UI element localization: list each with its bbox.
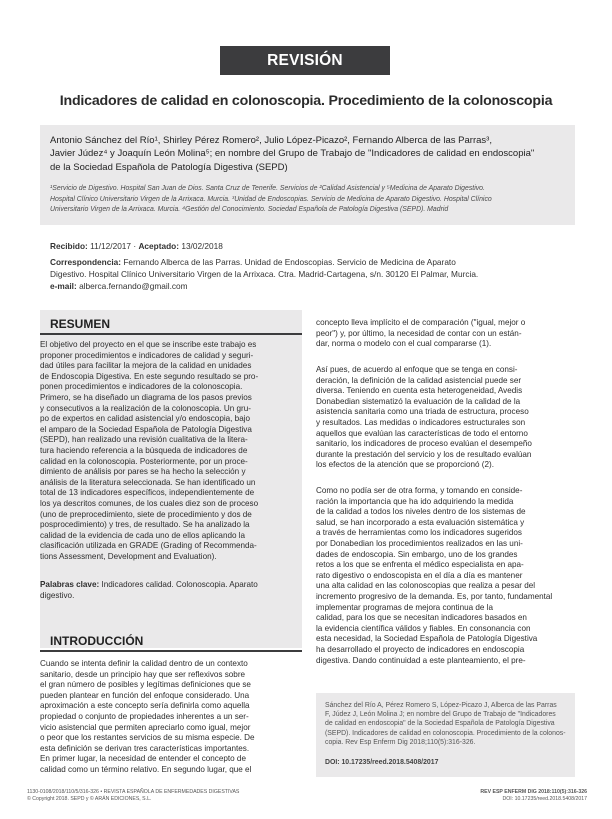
citation-line: Sánchez del Río A, Pérez Romero S, López-Picazo J, Alberca de las Parras xyxy=(325,702,557,709)
footer-left xyxy=(27,789,239,803)
body-line: dar, norma o modelo con el cual compararse (1). xyxy=(316,339,492,349)
body-line: ración la importancia que ha ido adquiriendo la medida xyxy=(316,496,514,506)
body-line: Como no podía ser de otra forma, y tomando en conside- xyxy=(316,486,523,495)
body-line: salud, se han incorporado a esta evaluación sistemática y xyxy=(316,517,525,527)
citation-line: (SEPD). Indicadores de calidad en colonoscopia. Procedimiento de la colonos- xyxy=(325,729,566,737)
abstract-heading: RESUMEN xyxy=(50,317,111,331)
abstract-line: tura haciendo referencia a la búsqueda de indicadores de xyxy=(40,445,248,455)
abstract-line: Primero, se ha diseñado un diagrama de los pasos previos xyxy=(40,392,252,402)
introduction-text xyxy=(40,659,302,776)
footer-journal: 1130-0108/2018/110/5/316-326 • REVISTA ESPAÑOLA DE ENFERMEDADES DIGESTIVAS xyxy=(27,789,240,795)
correspondence xyxy=(50,256,575,293)
date-separator: · xyxy=(133,241,137,251)
body-line: asistencia sanitaria como una triada de estructura, proceso xyxy=(316,407,529,417)
citation-line: de calidad en endoscopia" de la Sociedad Española de Patología Digestiva xyxy=(325,720,555,728)
abstract-line: dimiento de análisis por pares se ha hecho la selección y xyxy=(40,467,246,477)
body-line: una alta calidad en las colonoscopias que realiza a pesar del xyxy=(316,581,536,591)
body-line: de la calidad a todos los niveles dentro de los sistemas de xyxy=(316,507,526,517)
abstract-line: calidad de la evidencia de cada uno de ellos aplicando la xyxy=(40,530,246,540)
body-line: la evidencia científica válidos y fiables. En consonancia con xyxy=(316,623,531,633)
abstract-line: (SEPD), han realizado una revisión cualitativa de la litera- xyxy=(40,435,248,445)
received-accepted-dates xyxy=(50,241,223,251)
footer-copyright: © Copyright 2018. SEPD y © ARÁN EDICIONES, S.L. xyxy=(27,796,152,802)
body-line: rato digestivo o endoscopista en el día a día es mantener xyxy=(316,570,523,580)
intro-line: Cuando se intenta definir la calidad dentro de un contexto xyxy=(40,659,248,668)
abstract-line: proponer procedimientos e indicadores de calidad y seguri- xyxy=(40,350,254,360)
affiliation-line: Universitario Virgen de la Arrixaca. Murcia. ⁴Gestión del Conocimiento. Sociedad Española de Patología Digestiva (SEPD). Madrid xyxy=(50,206,449,213)
body-line: digestiva. Dando continuidad a este planteamiento, el pre- xyxy=(316,655,526,665)
author-line: Antonio Sánchez del Río¹, Shirley Pérez Romero², Julio López-Picazo², Fernando Alberca de las Parras³, xyxy=(50,135,492,146)
body-line: a través de herramientas como los indicadores sugeridos xyxy=(316,528,522,538)
correspondence-address: Digestivo. Hospital Clínico Universitario Virgen de la Arrixaca. Ctra. Madrid-Cartagena, s/n. 30120 El Palmar, Murcia. xyxy=(50,269,479,280)
affiliation-line: Hospital Clínico Universitario Virgen de la Arrixaca. Murcia. ³Unidad de Endoscopias. Servicio de Medicina de Aparato Digestivo. Hospital Clínico xyxy=(50,195,492,203)
accepted-label: Aceptado: xyxy=(138,241,180,251)
keywords xyxy=(40,580,302,601)
abstract-text xyxy=(40,340,302,562)
body-line: incremento progresivo de la demanda. Es, por tanto, fundamental xyxy=(316,591,553,601)
intro-line: vicio asistencial que permiten apreciarlo como igual, mejor xyxy=(40,722,251,732)
intro-line: el gran número de posibles y legítimas definiciones que se xyxy=(40,680,251,690)
intro-line: propiedad o conjunto de propiedades inherentes a un ser- xyxy=(40,711,249,721)
abstract-line: clasificación utilizada en GRADE (Grading of Recommenda- xyxy=(40,541,257,551)
body-line: por Donabedian los procedimientos realizados en las uni- xyxy=(316,538,523,548)
right-paragraph-3 xyxy=(316,486,575,666)
author-line: de la Sociedad Española de Patología Digestiva (SEPD) xyxy=(50,161,288,173)
citation-line: copia. Rev Esp Enferm Dig 2018;110(5):316-326. xyxy=(325,738,476,746)
abstract-line: total de 13 indicadores específicos, independientemente de xyxy=(40,488,255,498)
body-line: durante la prestación del servicio y los de resultado evalúan xyxy=(316,449,532,459)
author-line: Javier Júdez⁴ y Joaquín León Molina⁵; en nombre del Grupo de Trabajo de "Indicadores de calidad en endoscopia" xyxy=(50,148,535,160)
correspondence-text: Fernando Alberca de las Parras. Unidad de Endoscopias. Servicio de Medicina de Aparato xyxy=(123,257,456,267)
abstract-line: po de expertos en calidad asistencial y/o endoscopia, bajo xyxy=(40,414,251,424)
body-line: implementar programas de mejora continua de la xyxy=(316,602,494,612)
keywords-text: Indicadores calidad. Colonoscopia. Aparato xyxy=(101,580,258,589)
abstract-line: los ya descritos comunes, de los cuales diez son de proceso xyxy=(40,498,259,508)
author-list xyxy=(50,134,575,174)
received-date: 11/12/2017 xyxy=(90,241,132,251)
intro-line: En primer lugar, la necesidad de entender el concepto de xyxy=(40,754,246,764)
intro-line: sanitario, desde un principio hay que ser reflexivos sobre xyxy=(40,669,246,679)
abstract-line: análisis de la literatura seleccionada. Se han identificado un xyxy=(40,477,256,487)
body-line: Así pues, de acuerdo al enfoque que se tenga en consi- xyxy=(316,365,518,374)
introduction-rule xyxy=(40,650,302,652)
intro-line: pueden plantear en función del enfoque considerado. Una xyxy=(40,690,250,700)
correspondence-line xyxy=(50,256,575,268)
body-line: y resultados. Las medidas o indicadores estructurales son xyxy=(316,417,526,427)
email-label: e-mail: xyxy=(50,281,77,292)
intro-line: o peor que los restantes servicios de su misma especie. De xyxy=(40,733,255,743)
keywords-label: Palabras clave: xyxy=(40,580,100,589)
abstract-line: tions Assessment, Development and Evaluation). xyxy=(40,551,217,561)
affiliation-line: ¹Servicio de Digestivo. Hospital San Juan de Dios. Santa Cruz de Tenerife. Servicios de ²Calidad Asistencial y ⁵Medicina de Aparato Digestivo. xyxy=(50,185,485,192)
abstract-line: El objetivo del proyecto en el que se inscribe este trabajo es xyxy=(40,340,257,349)
section-banner: REVISIÓN xyxy=(220,46,390,75)
email-link[interactable]: alberca.fernando@gmail.com xyxy=(79,281,188,292)
correspondence-email-line xyxy=(50,280,575,292)
footer-journal-ref xyxy=(440,789,587,796)
body-line: deración, la definición de la calidad asistencial puede ser xyxy=(316,375,522,385)
body-line: los efectos de la atención que se proporcionó (2). xyxy=(316,460,494,470)
body-line: sanitario, los indicadores de proceso evalúan el desempeño xyxy=(316,439,532,449)
body-line: calidad, para los que se necesitan indicadores basados en xyxy=(316,613,527,623)
article-title: Indicadores de calidad en colonoscopia. Procedimiento de la colonoscopia xyxy=(59,93,553,109)
body-line: diversa. Teniendo en cuenta esta heterogeneidad, Avedis xyxy=(316,386,523,396)
footer-journal-ref-text: REV ESP ENFERM DIG 2018:110(5):316-326 xyxy=(480,789,587,795)
body-line: retos a los que se enfrenta el médico especialista en apa- xyxy=(316,560,524,570)
intro-line: calidad como un término relativo. En segundo lugar, que el xyxy=(40,764,252,774)
right-paragraph-2 xyxy=(316,365,575,471)
body-line: peor") y, por último, la necesidad de contar con un están- xyxy=(316,328,522,338)
abstract-line: (uno de preprocedimiento, siete de procedimiento y dos de xyxy=(40,509,252,519)
footer-right xyxy=(440,789,587,803)
body-line: concepto lleva implícito el de comparación ("igual, mejor o xyxy=(316,318,526,327)
keywords-line: digestivo. xyxy=(40,590,75,600)
citation-doi[interactable]: DOI: 10.17235/reed.2018.5408/2017 xyxy=(325,759,439,766)
received-label: Recibido: xyxy=(50,241,88,251)
body-line: dades de endoscopia. Sin embargo, uno de los grandes xyxy=(316,549,518,559)
abstract-line: ponen procedimientos e indicadores de la colonoscopia. xyxy=(40,382,243,392)
abstract-line: de Endoscopia Digestiva. En este segundo resultado se pro- xyxy=(40,371,259,381)
abstract-line: posprocedimiento) y tres, de resultado. Se ha analizado la xyxy=(40,520,250,530)
accepted-date: 13/02/2018 xyxy=(181,241,223,251)
abstract-line: calidad en la colonoscopia. Posteriormente, por un proce- xyxy=(40,456,248,466)
citation-line: F, Júdez J, León Molina J; en nombre del Grupo de Trabajo de "Indicadores xyxy=(325,711,556,719)
citation-text xyxy=(325,701,569,747)
body-line: esta necesidad, la Sociedad Española de Patología Digestiva xyxy=(316,634,538,644)
intro-line: esta definición se derivan tres características importantes. xyxy=(40,743,250,753)
abstract-line: y consecutivos a la realización de la colonoscopia. Un gru- xyxy=(40,403,251,413)
affiliations xyxy=(50,184,575,216)
footer-doi: DOI: 10.17235/reed.2018.5408/2017 xyxy=(502,796,587,802)
body-line: Donabedian sistematizó la evaluación de la calidad de la xyxy=(316,396,521,406)
right-paragraph-1 xyxy=(316,318,575,350)
correspondence-label: Correspondencia: xyxy=(50,257,121,267)
keywords-line xyxy=(40,580,302,591)
abstract-rule xyxy=(40,333,302,335)
introduction-heading: INTRODUCCIÓN xyxy=(50,634,144,648)
intro-line: aproximación a este concepto sería definirla como aquella xyxy=(40,701,250,711)
abstract-line: dad útiles para facilitar la mejora de la calidad en unidades xyxy=(40,361,252,371)
body-line: ha desarrollado el proyecto de indicadores en endoscopia xyxy=(316,644,525,654)
body-line: aquellos que evalúan las características de todo el entorno xyxy=(316,428,528,438)
abstract-line: el amparo de la Sociedad Española de Patología Digestiva xyxy=(40,424,252,434)
